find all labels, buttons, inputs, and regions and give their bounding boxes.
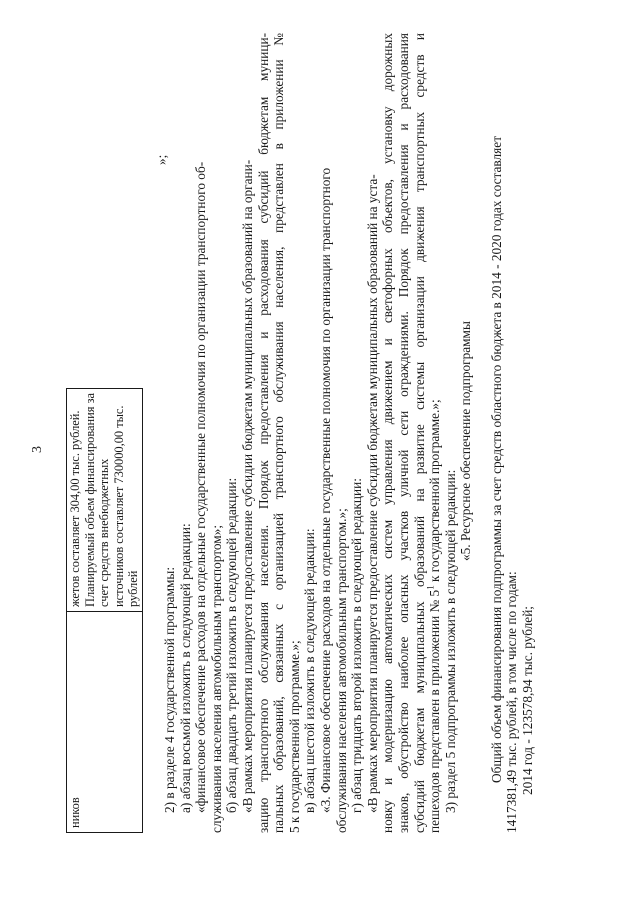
text-line: 2014 год - 123578,94 тыс. рублей;: [520, 605, 536, 795]
text-line: Общий объем финансирования подпрограммы за счет средств областного бюджета в 2014 - 2020 годах составляет: [488, 135, 504, 783]
table-cell-line: жетов составляет 304,00 тыс. рублей.: [68, 410, 82, 607]
text-line: обслуживания населения автомобильным транспортом.»;: [333, 508, 349, 833]
text-line: а) абзац восьмой изложить в следующей редакции:: [177, 523, 193, 813]
text-line: служивания населения автомобильным транспортом»;: [208, 524, 224, 833]
text-line: [427, 33, 443, 833]
superscript: 1: [425, 585, 436, 590]
table-cell-right: [67, 389, 143, 612]
text-line: б) абзац двадцать третий изложить в следующей редакции:: [224, 477, 240, 813]
spacer: [474, 33, 489, 833]
text-line: пальных образований, связанных с организацией транспортного обслуживания населения, представлен в приложении №: [271, 33, 287, 833]
table-cell-line: Планируемый объем финансирования за счет средств внебюджетных: [82, 393, 112, 607]
text-line: «3. Финансовое обеспечение расходов на отдельные государственные полномочия по организации транспортного: [317, 167, 333, 813]
text-line: зацию транспортного обслуживания населения. Порядок предоставления и расходования субсидий бюджетам муници-: [255, 33, 271, 833]
text-fragment: пешеходов представлен в приложении № 5: [427, 589, 443, 833]
quote-close: »;: [154, 154, 169, 165]
table-cell-line: источников составляет 730000,00 тыс. рублей: [111, 405, 141, 607]
text-line: 2) в разделе 4 государственной программы:: [162, 566, 177, 813]
text-line: 3) раздел 5 подпрограммы изложить в следующей редакции:: [442, 469, 458, 813]
financing-table: [66, 388, 143, 833]
text-line: 5 к государственной программе.»;: [286, 640, 302, 833]
text-line: «В рамках мероприятия планируется предоставление субсидии бюджетам муниципальных образований на уста-: [364, 174, 380, 813]
section-heading: «5. Ресурсное обеспечение подпрограммы: [458, 321, 474, 561]
text-line: «В рамках мероприятия планируется предоставление субсидии бюджетам муниципальных образований на органи-: [239, 159, 255, 813]
page-number: 3: [30, 446, 45, 453]
text-fragment: к государственной программе.»;: [427, 399, 443, 586]
table-cell-left: ников: [67, 612, 143, 833]
text-line: г) абзац тридцать второй изложить в следующей редакции:: [349, 478, 365, 813]
text-line: 1417381,49 тыс. рублей, в том числе по годам:: [504, 571, 520, 833]
text-line: знаков, обустройство наиболее опасных участков уличной сети ограждениями. Порядок предоставления и расходования: [395, 33, 411, 833]
document-body: [162, 33, 536, 833]
text-line: субсидий бюджетам муниципальных образований на развитие системы организации движения транспортных средств и: [411, 33, 427, 833]
table-row: [67, 389, 143, 833]
text-line: новку и модернизацию автоматических систем управления движением и светофорных объектов, установку дорожных: [380, 33, 396, 833]
text-line: в) абзац шестой изложить в следующей редакции:: [302, 528, 318, 813]
text-line: «финансовое обеспечение расходов на отдельные государственные полномочия по организации транспортного об-: [193, 161, 209, 813]
